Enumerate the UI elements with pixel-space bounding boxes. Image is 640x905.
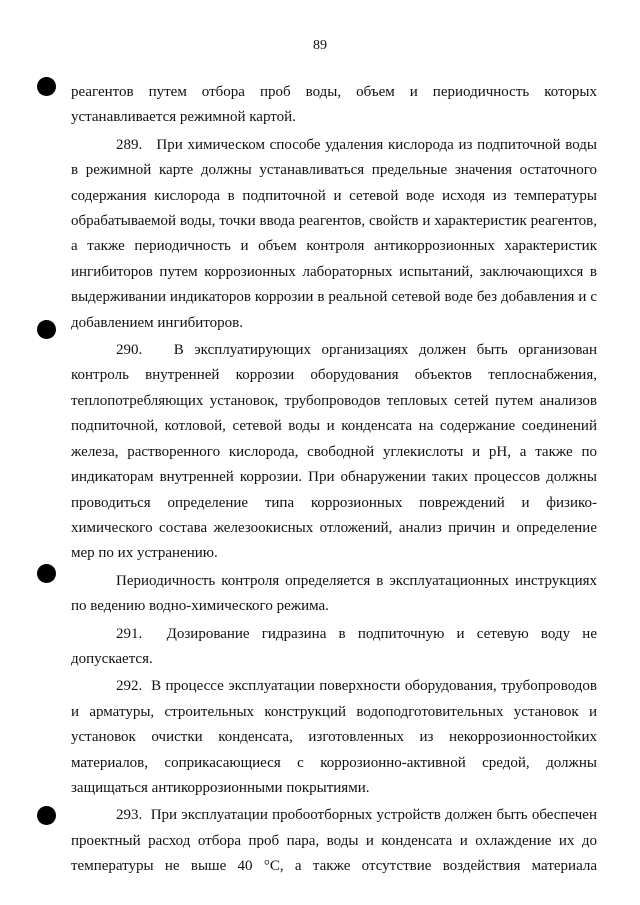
paragraph-293: 293. При эксплуатации пробоотборных устройств должен быть обеспечен проектный расход отбора проб пара, воды и конденсата и охлаждение их до температуры не выше 40 °С, а также отсутствие воздействия материала xyxy=(71,807,597,875)
page-number: 89 xyxy=(313,38,327,53)
paragraph-periodicity: Периодичность контроля определяется в эксплуатационных инструкциях по ведению водно-химического режима. xyxy=(71,572,597,615)
paragraph-292: 292. В процессе эксплуатации поверхности оборудования, трубопроводов и арматуры, строительных конструкций водоподготовительных установок и установок очистки конденсата, изготовленных из некоррозионностойких материалов, соприкасающиеся с коррозионно-активной средой, должны защищаться антикоррозионными покрытиями. xyxy=(71,678,597,796)
punch-hole xyxy=(37,77,56,96)
paragraph-continuation: реагентов путем отбора проб воды, объем и периодичность которых устанавливается режимной картой. xyxy=(71,84,597,126)
paragraph-290: 290. В эксплуатирующих организациях должен быть организован контроль внутренней коррозии оборудования объектов теплоснабжения, теплопотребляющих установок, трубопроводов тепловых сетей путем анализов подпиточной, котловой, сетевой воды и конденсата на содержание соединений железа, растворенного кислорода, свободной углекислоты и pH, а также по индикаторам внутренней коррозии. При обнаружении таких процессов должны проводиться определение типа коррозионных повреждений и физико-химического состава железоокисных отложений, анализ причин и определение мер по их устранению. xyxy=(71,342,597,562)
punch-hole xyxy=(37,320,56,339)
paragraph-289: 289. При химическом способе удаления кислорода из подпиточной воды в режимной карте должны устанавливаться предельные значения остаточного содержания кислорода в подпиточной и сетевой воде исходя из температуры обрабатываемой воды, точки ввода реагентов, свойств и характеристик реагентов, а также периодичность и объем контроля антикоррозионных характеристик ингибиторов путем коррозионных лабораторных испытаний, заключающихся в выдерживании индикаторов коррозии в реальной сетевой воде без добавления и с добавлением ингибиторов. xyxy=(71,136,597,331)
document-body xyxy=(71,80,597,880)
paragraph-291: 291. Дозирование гидразина в подпиточную и сетевую воду не допускается. xyxy=(71,625,597,667)
punch-hole xyxy=(37,806,56,825)
punch-hole xyxy=(37,564,56,583)
